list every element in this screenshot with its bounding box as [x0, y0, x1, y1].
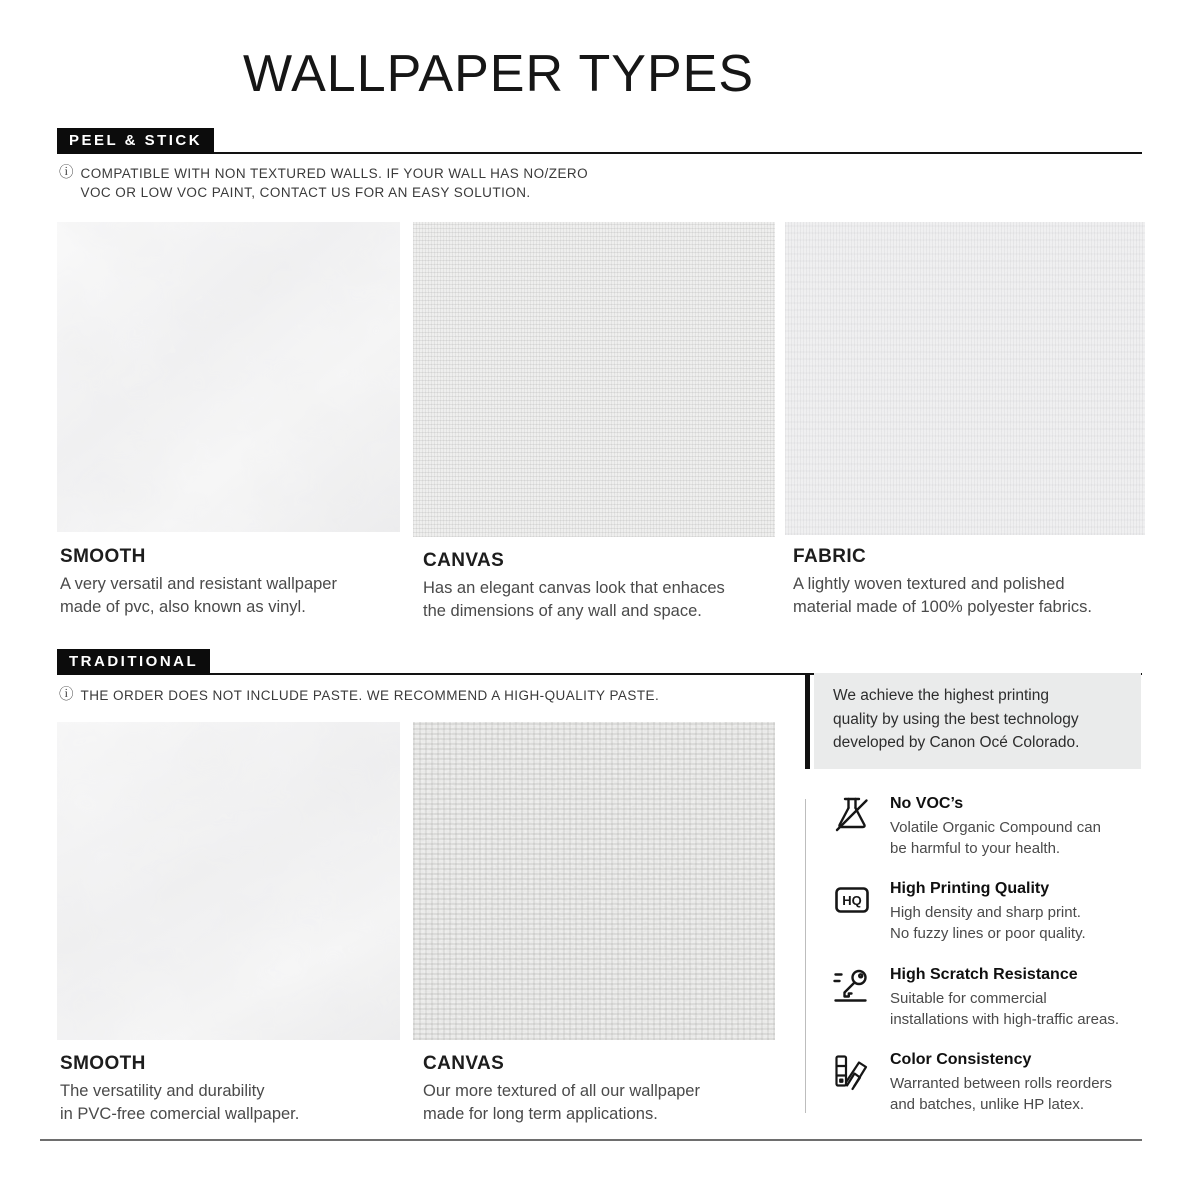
peel-canvas-description	[423, 577, 725, 623]
feature-title: Color Consistency	[890, 1051, 1032, 1068]
desc-line: Warranted between rolls reorders	[890, 1075, 1113, 1092]
color-swatch-fan-icon	[832, 1051, 872, 1091]
traditional-canvas-name: CANVAS	[423, 1053, 505, 1074]
peel-stick-note	[59, 164, 588, 202]
info-icon: ⓘ	[59, 165, 74, 181]
quote-line: We achieve the highest printing	[833, 687, 1049, 704]
traditional-badge: TRADITIONAL	[57, 649, 210, 675]
peel-canvas-name: CANVAS	[423, 550, 505, 571]
feature-description	[890, 902, 1086, 944]
bottom-divider	[40, 1139, 1142, 1141]
feature-high-scratch-resistance	[832, 966, 1144, 1030]
feature-body	[890, 1051, 1112, 1115]
feature-description	[890, 1073, 1112, 1115]
desc-line: made of pvc, also known as vinyl.	[60, 598, 306, 616]
peel-smooth-texture-swatch	[57, 222, 400, 532]
hq-glyph: HQ	[842, 893, 862, 908]
peel-fabric-description	[793, 573, 1092, 619]
canvas-texture-noise	[413, 222, 775, 537]
traditional-canvas-texture-swatch	[413, 722, 775, 1040]
desc-line: Suitable for commercial	[890, 990, 1047, 1007]
scratch-key-icon	[832, 966, 872, 1006]
info-icon: ⓘ	[59, 687, 74, 703]
peel-fabric-texture-swatch	[785, 222, 1145, 535]
traditional-note-text	[81, 686, 660, 705]
feature-body	[890, 966, 1119, 1030]
peel-stick-badge: PEEL & STICK	[57, 128, 214, 154]
quote-line: developed by Canon Océ Colorado.	[833, 734, 1080, 751]
quote-text	[814, 673, 1141, 769]
feature-body	[890, 880, 1086, 944]
traditional-section-header	[57, 649, 1142, 675]
traditional-smooth-texture-swatch	[57, 722, 400, 1040]
desc-line: and batches, unlike HP latex.	[890, 1096, 1085, 1113]
features-left-rule	[805, 799, 806, 1113]
smooth-texture-noise	[57, 222, 400, 532]
quote-accent-bar	[805, 673, 810, 769]
desc-line: Has an elegant canvas look that enhaces	[423, 579, 725, 597]
desc-line: made for long term applications.	[423, 1105, 658, 1123]
desc-line: installations with high-traffic areas.	[890, 1011, 1119, 1028]
fabric-texture-noise	[785, 222, 1145, 535]
desc-line: material made of 100% polyester fabrics.	[793, 598, 1092, 616]
note-line: COMPATIBLE WITH NON TEXTURED WALLS. IF YOUR WALL HAS NO/ZERO	[80, 166, 589, 181]
desc-line: Our more textured of all our wallpaper	[423, 1082, 700, 1100]
page-title: WALLPAPER TYPES	[242, 45, 755, 103]
feature-body	[890, 795, 1101, 859]
desc-line: The versatility and durability	[60, 1082, 265, 1100]
desc-line: A lightly woven textured and polished	[793, 575, 1065, 593]
feature-color-consistency	[832, 1051, 1144, 1115]
desc-line: No fuzzy lines or poor quality.	[890, 925, 1086, 942]
note-line: VOC OR LOW VOC PAINT, CONTACT US FOR AN EASY SOLUTION.	[80, 185, 531, 200]
no-voc-flask-icon	[832, 795, 872, 835]
burlap-texture-noise	[413, 722, 775, 1040]
peel-canvas-texture-swatch	[413, 222, 775, 537]
feature-title: High Scratch Resistance	[890, 966, 1078, 983]
hq-badge-icon	[832, 880, 872, 920]
feature-high-printing-quality	[832, 880, 1144, 944]
feature-description	[890, 817, 1101, 859]
feature-title: High Printing Quality	[890, 880, 1050, 897]
desc-line: A very versatil and resistant wallpaper	[60, 575, 337, 593]
peel-fabric-name: FABRIC	[793, 546, 867, 567]
desc-line: in PVC-free comercial wallpaper.	[60, 1105, 300, 1123]
traditional-smooth-description	[60, 1080, 299, 1126]
peel-smooth-name: SMOOTH	[60, 546, 146, 567]
feature-title: No VOC’s	[890, 795, 964, 812]
peel-stick-note-text	[81, 164, 589, 202]
desc-line: High density and sharp print.	[890, 904, 1081, 921]
desc-line: Volatile Organic Compound can	[890, 819, 1101, 836]
smooth-texture-noise	[57, 722, 400, 1040]
peel-smooth-description	[60, 573, 337, 619]
quote-line: quality by using the best technology	[833, 710, 1079, 728]
traditional-smooth-name: SMOOTH	[60, 1053, 146, 1074]
feature-no-vocs	[832, 795, 1144, 859]
traditional-canvas-description	[423, 1080, 700, 1126]
peel-stick-section-header	[57, 128, 1142, 154]
feature-description	[890, 988, 1119, 1030]
note-line: THE ORDER DOES NOT INCLUDE PASTE. WE RECOMMEND A HIGH-QUALITY PASTE.	[80, 688, 660, 703]
peel-stick-header-rule	[214, 152, 1142, 154]
desc-line: be harmful to your health.	[890, 840, 1061, 857]
desc-line: the dimensions of any wall and space.	[423, 602, 702, 620]
traditional-note	[59, 686, 659, 705]
printing-quality-quote	[805, 673, 1141, 769]
